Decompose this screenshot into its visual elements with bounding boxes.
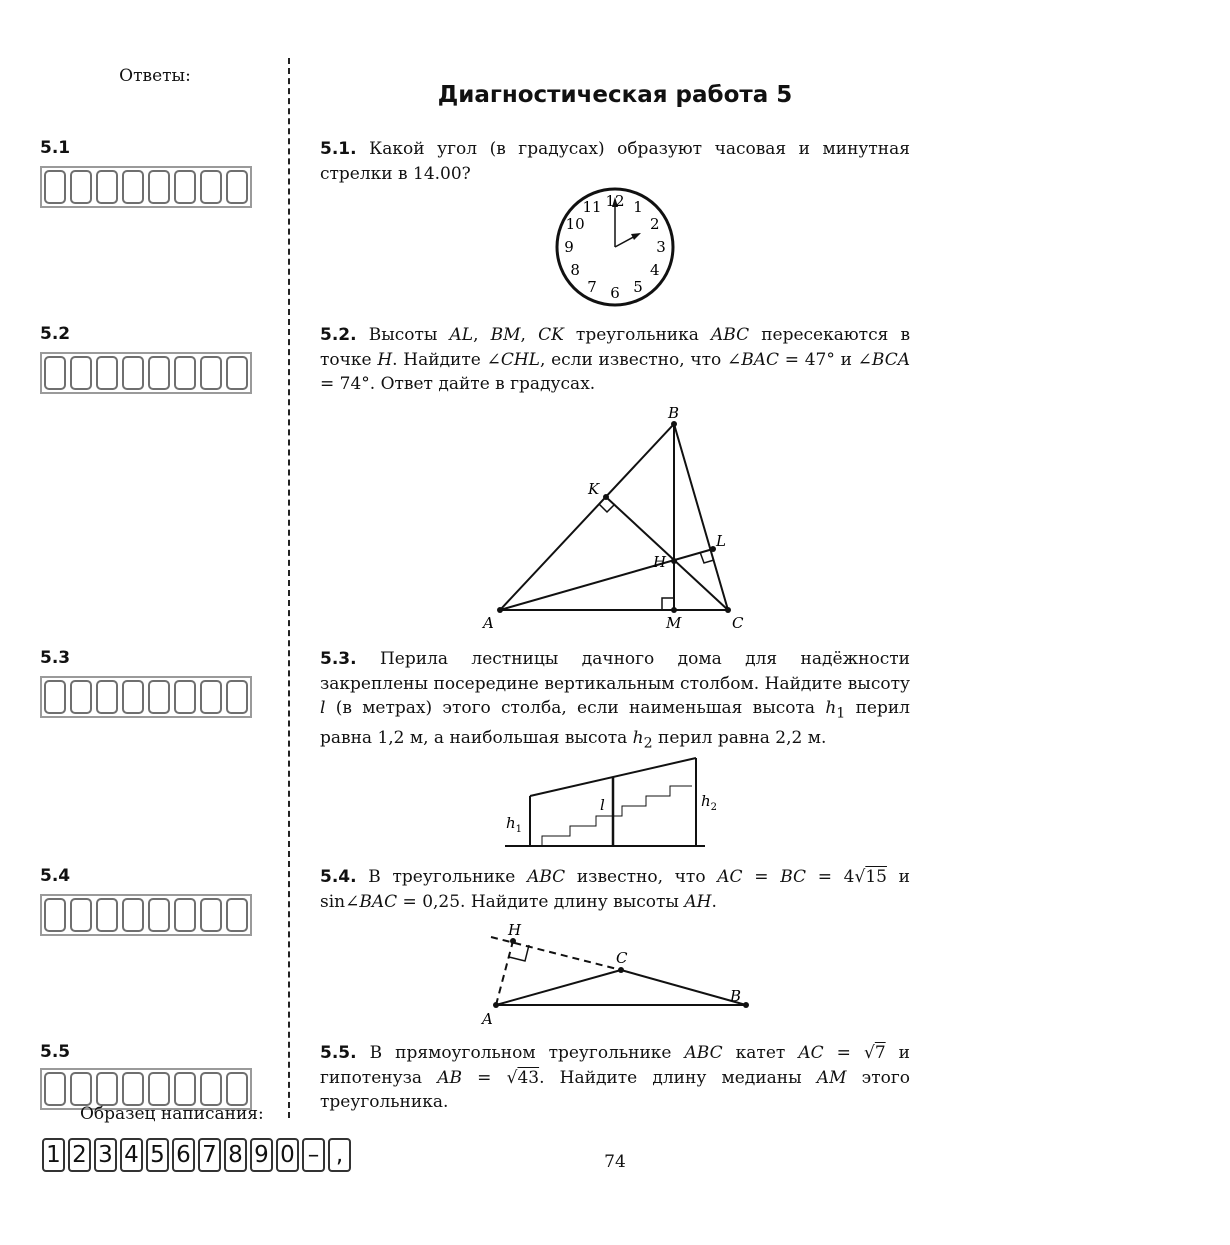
answer-field-5-4[interactable] — [40, 894, 252, 936]
answer-label-5-3: 5.3 — [40, 648, 71, 668]
clock-figure — [553, 186, 677, 310]
label-H: H — [508, 921, 522, 939]
answer-label-5-2: 5.2 — [40, 324, 71, 344]
clock-number: 3 — [656, 238, 666, 256]
task-5-4-label: 5.4. — [320, 867, 357, 887]
task-5-5-text — [320, 1041, 910, 1115]
label-A: A — [483, 614, 494, 632]
label-M: M — [666, 614, 682, 632]
task-5-4-body: В треугольнике ABC известно, что AC = BC = 4√15 и sin∠BAC = 0,25. Найдите длину высоты AH. — [320, 867, 910, 912]
task-5-5-body: В прямоугольном треугольнике ABC катет AC = √7 и гипотенуза AB = √43. Найдите длину медианы AM этого треугольника. — [320, 1043, 911, 1112]
label-h2: $h_2$ — [701, 792, 718, 813]
answer-field-5-1[interactable] — [40, 166, 252, 208]
answer-field-5-3[interactable] — [40, 676, 252, 718]
task-5-1-text — [320, 137, 910, 186]
label-L: L — [716, 532, 726, 550]
task-5-1-label: 5.1. — [320, 139, 357, 159]
label-H: H — [653, 553, 667, 571]
task-5-3-body: Перила лестницы дачного дома для надёжности закреплены посередине вертикальным столбом. Найдите высоту l (в метрах) этого столба, если наименьшая высота $h_1$ перил равна 1,2 м, а наибольшая высота $h_2$ перил равна 2,2 м. — [320, 649, 910, 752]
sample-char: 1 — [42, 1138, 65, 1172]
label-B: B — [668, 404, 680, 422]
clock-number: 6 — [610, 284, 620, 302]
page-number: 74 — [604, 1152, 626, 1172]
sample-char: 4 — [120, 1138, 143, 1172]
clock-number: 12 — [605, 192, 625, 210]
sample-char: 8 — [224, 1138, 247, 1172]
label-C: C — [616, 949, 628, 967]
sample-char: 2 — [68, 1138, 91, 1172]
sample-char: 6 — [172, 1138, 195, 1172]
task-5-5-label: 5.5. — [320, 1043, 357, 1063]
task-5-3-label: 5.3. — [320, 649, 357, 669]
clock-number: 7 — [587, 277, 597, 296]
sample-char: 3 — [94, 1138, 117, 1172]
clock-number: 2 — [650, 215, 660, 233]
label-h1: $h_1$ — [506, 814, 523, 835]
clock-number: 8 — [570, 261, 580, 279]
clock-number: 10 — [565, 215, 585, 233]
triangle-height-figure — [476, 918, 756, 1028]
label-C: C — [732, 614, 744, 632]
railing-figure — [500, 752, 718, 850]
sample-char: , — [328, 1138, 351, 1172]
answer-label-5-5: 5.5 — [40, 1042, 71, 1062]
clock-number: 5 — [633, 277, 643, 296]
clock-number: 4 — [650, 261, 660, 279]
sample-char: 0 — [276, 1138, 299, 1172]
task-5-2-body: Высоты AL, BM, CK треугольника ABC пересекаются в точке H. Найдите ∠CHL, если известно, что ∠BAC = 47° и ∠BCA = 74°. Ответ дайте в градусах. — [320, 325, 911, 394]
label-K: K — [588, 480, 600, 498]
altitudes-figure — [478, 402, 758, 637]
clock-number: 11 — [582, 198, 602, 217]
task-5-4-text — [320, 865, 910, 914]
label-A: A — [482, 1010, 493, 1028]
sample-label: Образец написания: — [80, 1104, 264, 1124]
answer-label-5-1: 5.1 — [40, 138, 71, 158]
sample-char: 7 — [198, 1138, 221, 1172]
sample-char: 9 — [250, 1138, 273, 1172]
answers-title: Ответы: — [119, 66, 191, 86]
task-5-2-label: 5.2. — [320, 325, 357, 345]
task-5-1-body: Какой угол (в градусах) образуют часовая и минутная стрелки в 14.00? — [320, 139, 910, 184]
page-title: Диагностическая работа 5 — [437, 82, 793, 108]
label-l: l — [600, 796, 605, 814]
answer-field-5-2[interactable] — [40, 352, 252, 394]
label-B: B — [730, 987, 742, 1005]
task-5-3-text — [320, 647, 910, 756]
answer-label-5-4: 5.4 — [40, 866, 71, 886]
sample-char: 5 — [146, 1138, 169, 1172]
cut-line-divider — [288, 58, 290, 1118]
clock-number: 1 — [633, 198, 643, 217]
task-5-2-text — [320, 323, 910, 397]
clock-number: 9 — [564, 238, 574, 256]
sample-char: – — [302, 1138, 325, 1172]
